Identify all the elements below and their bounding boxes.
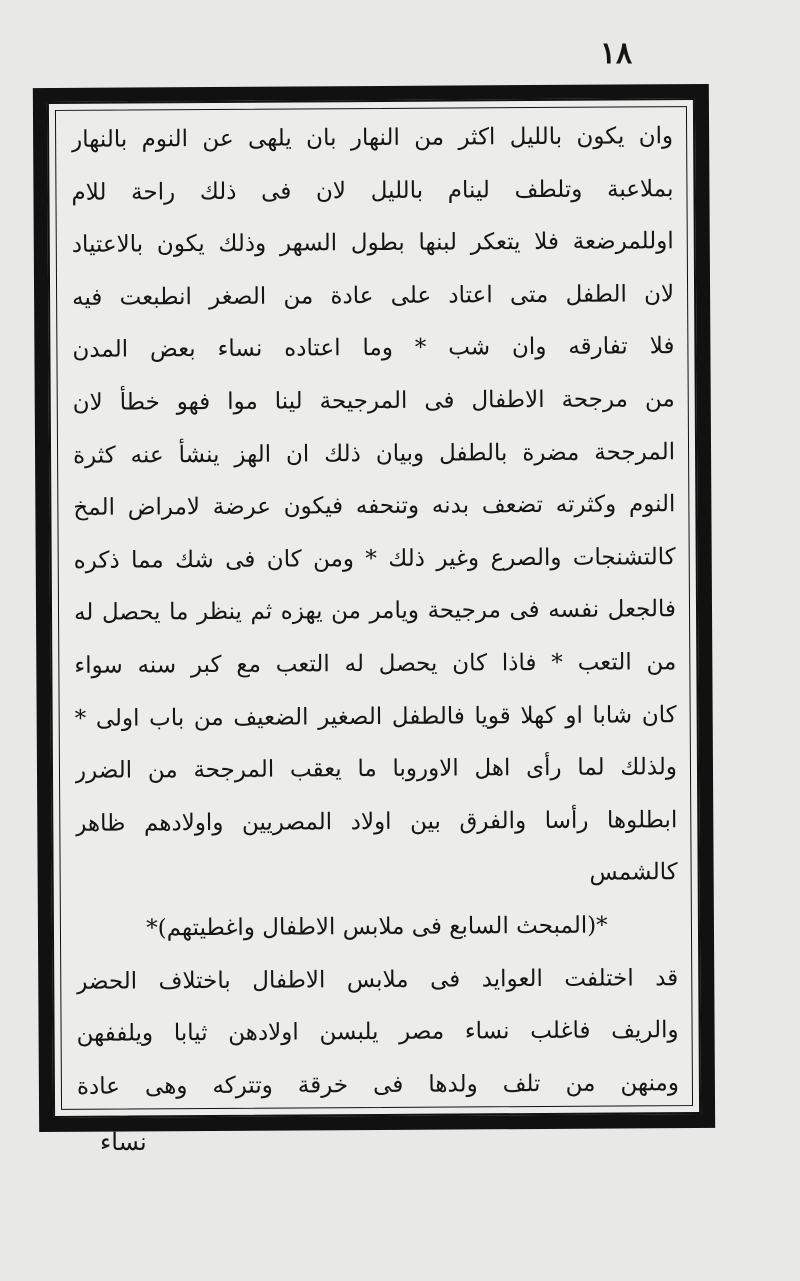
text-line: فالجعل نفسه فى مرجيحة ويامر من يهزه ثم ينظر ما يحصل له [73,596,677,627]
text-line: ابطلوها رأسا والفرق بين اولاد المصريين واولادهم ظاهر [75,806,678,837]
text-line: اوللمرضعة فلا يتعكر لبنها بطول السهر وذلك يكون بالاعتياد [71,228,674,259]
text-line: ومنهن من تلف ولدها فى خرقة وتتركه وهى عادة [76,1069,679,1100]
text-line: قد اختلفت العوايد فى ملابس الاطفال باختلاف الحضر [76,964,679,995]
page-border-frame [33,84,715,1132]
text-line: من مرجحة الاطفال فى المرجيحة لينا موا فهو خطأ لان [72,386,675,416]
text-line: المرجحة مضرة بالطفل وبيان ذلك ان الهز ينشأ عنه كثرة [72,438,676,469]
section-heading: *(المبحث السابع فى ملابس الاطفال واغطيتهم)* [146,912,608,942]
body-text [71,110,679,1113]
text-line: لان الطفل متى اعتاد على عادة من الصغر انطبعت فيه [72,280,675,311]
text-line: ولذلك لما رأى اهل الاوروبا ما يعقب المرجحة من الضرر [74,754,678,784]
text-line: وان يكون بالليل اكثر من النهار بان يلهى عن النوم بالنهار [71,123,674,153]
text-line: فلا تفارقه وان شب * وما اعتاده نساء بعض المدن [72,333,675,364]
text-line: كالشمس [589,859,678,887]
text-line: كان شابا او كهلا قويا فالطفل الصغير الضعيف من باب اولى * [74,701,677,732]
page-number: ١٨ [599,36,633,71]
catchword: نساء [100,1128,147,1156]
text-panel [47,98,701,1118]
text-line: بملاعبة وتلطف لينام بالليل لان فى ذلك راحة للام [71,175,674,206]
text-line: من التعب * فاذا كان يحصل له التعب مع كبر سنه سواء [74,649,677,679]
text-line: والريف فاغلب نساء مصر يلبسن اولادهن ثيابا ويلففهن [76,1017,679,1047]
text-line: كالتشنجات والصرع وغير ذلك * ومن كان فى شك مما ذكره [73,543,676,574]
text-line: النوم وكثرته تضعف بدنه وتنحفه فيكون عرضة لامراض المخ [73,491,676,521]
